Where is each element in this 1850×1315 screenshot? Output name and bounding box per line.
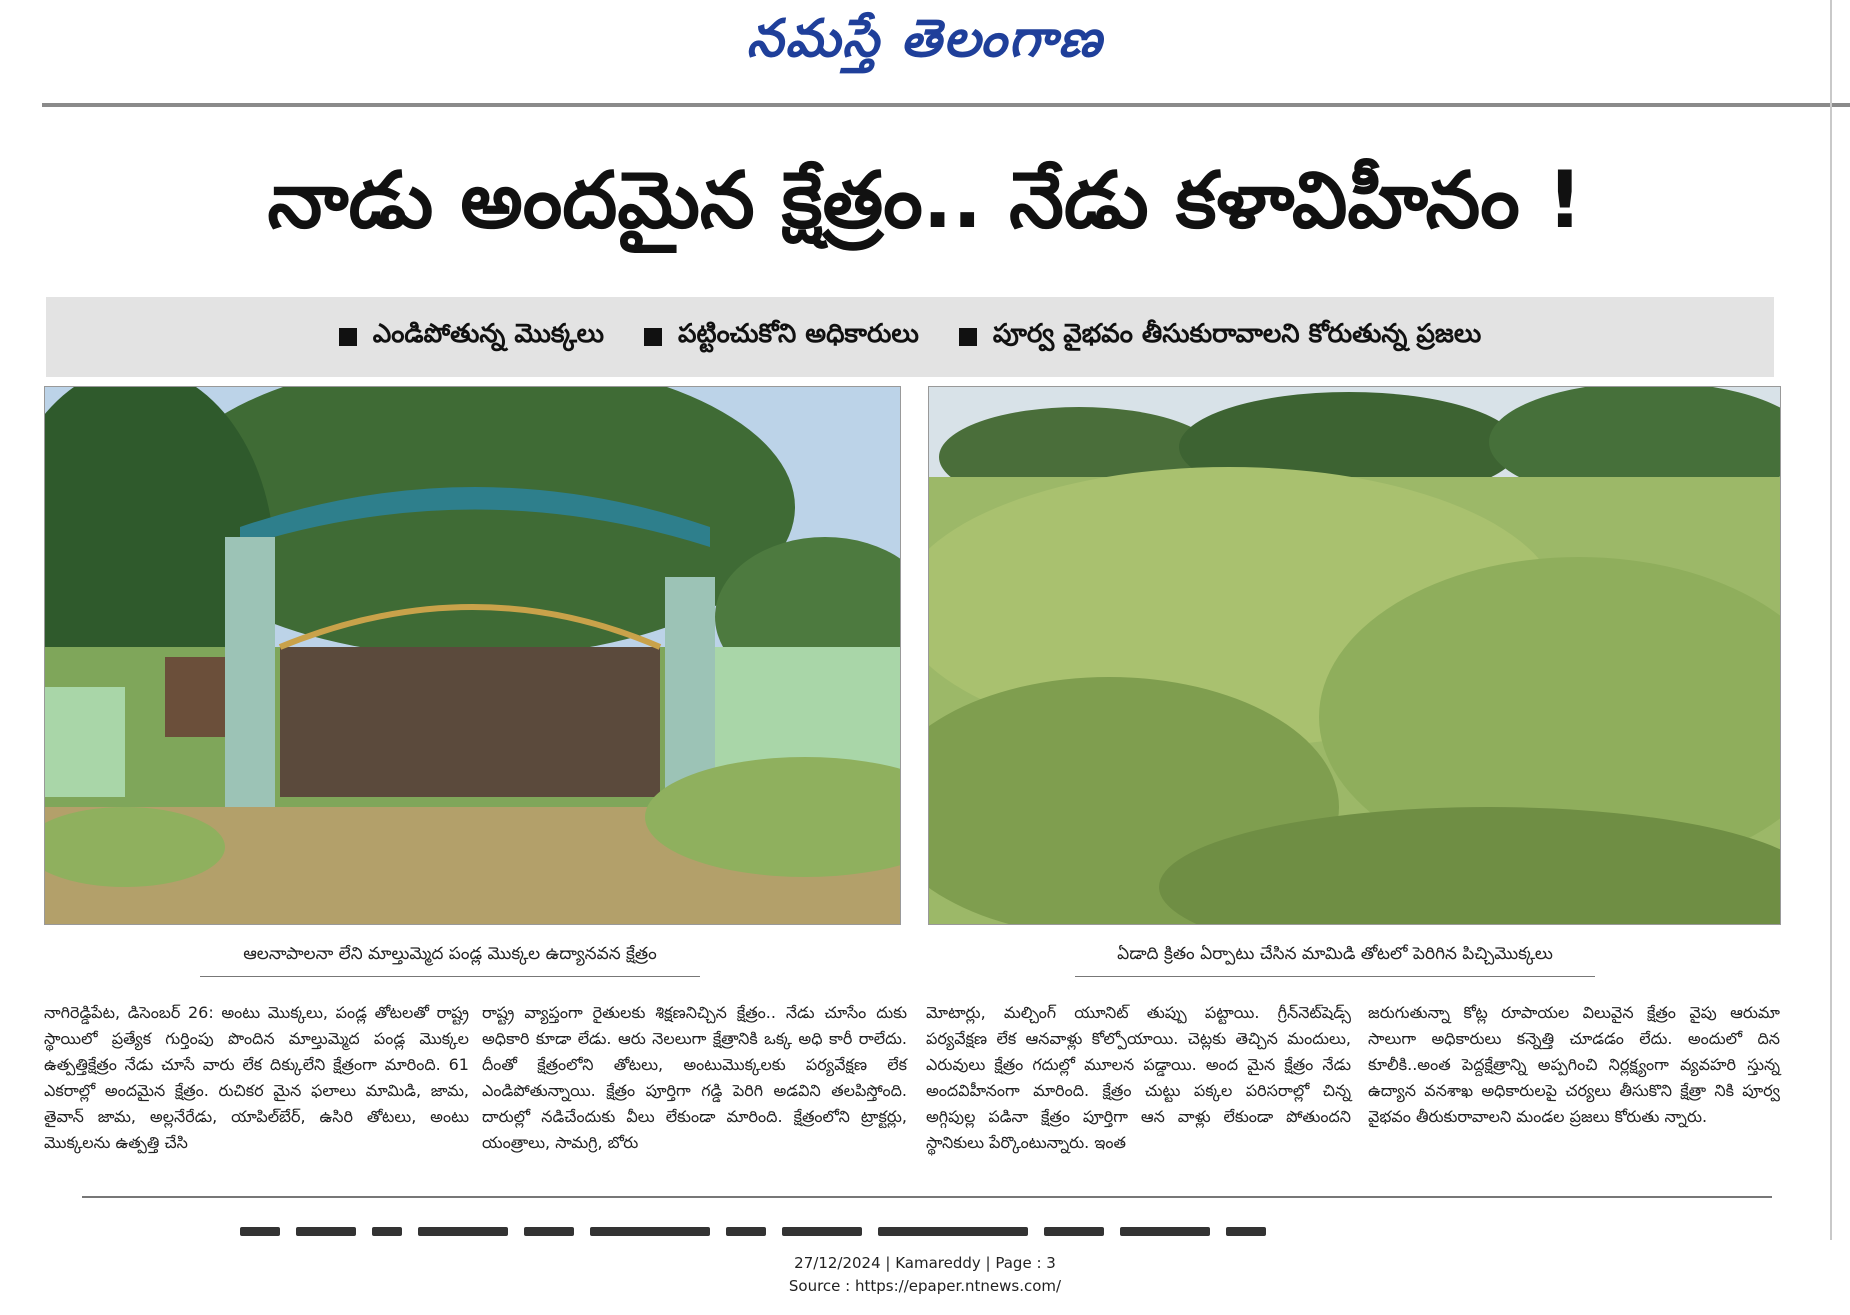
footer-source-link[interactable]: Source : https://epaper.ntnews.com/ (788, 1277, 1062, 1295)
newspaper-logo: నమస్తే తెలంగాణ (746, 8, 1104, 69)
subheading-text: పూర్వ వైభవం తీసుకురావాలని కోరుతున్న ప్రజలు (992, 319, 1482, 349)
article-headline: నాడు అందమైన క్షేత్రం.. నేడు కళావిహీనం ! (267, 155, 1583, 246)
subheading-point (959, 319, 1481, 355)
footer-date-edition: 27/12/2024 | Kamareddy | Page : 3 (794, 1254, 1056, 1272)
photo-caption: ఆలనాపాలనా లేని మాల్తుమ్మెద పండ్ల మొక్కల ఉద్యానవన క్షేత్రం (200, 936, 700, 977)
article-column-1: నాగిరెడ్డిపేట, డిసెంబర్ 26: అంటు మొక్కలు, పండ్ల తోటలతో రాష్ట్ర స్థాయిలో ప్రత్యేక గుర్తింపు పొందిన మాల్తుమ్మెద పండ్ల మొక్కల ఉత్పత్తిక్షేత్రం నేడు చూసే వారు లేక దిక్కులేని క్షేత్రంగా మారింది. 61 ఎకరాల్లో అందమైన క్షేత్రం. రుచికర మైన ఫలాలు మామిడి, జామ, తైవాన్ జామ, అల్లనేరేడు, యాపిల్‌బేర్, ఉసిరి తోటలు, అంటు మొక్కలను ఉత్పత్తి చేసి (44, 1003, 469, 1152)
subheading-point (644, 319, 919, 355)
masthead (0, 0, 1850, 90)
bullet-square-icon (959, 328, 977, 346)
photo-overgrown-field (928, 386, 1781, 925)
page-edge-line (1830, 0, 1832, 1240)
subheading-bar (46, 297, 1774, 377)
photo-garden-gate (44, 386, 901, 925)
photo-caption: ఏడాది క్రితం ఏర్పాటు చేసిన మామిడి తోటలో పెరిగిన పిచ్చిమొక్కలు (1075, 936, 1595, 977)
cut-off-next-headline (240, 1222, 1690, 1236)
subheading-point (339, 319, 604, 355)
page-footer (0, 1252, 1850, 1298)
subheading-text: ఎండిపోతున్న మొక్కలు (372, 319, 605, 349)
article-column-4: జరుగుతున్నా కోట్ల రూపాయల విలువైన క్షేత్రం వైపు ఆరుమా సాలుగా అధికారులు కన్నెత్తి చూడడం లేదు. అందులో దిన కూలీకి..అంత పెద్దక్షేత్రాన్ని అప్పగించి నిర్లక్ష్యంగా వ్యవహరి స్తున్న ఉద్యాన వనశాఖ అధికారులపై చర్యలు తీసుకొని క్షేత్రా నికి పూర్వ వైభవం తీరుకురావాలని మండల ప్రజలు కోరుతు న్నారు. (1368, 1003, 1780, 1126)
article-column-3: మోటార్లు, మల్చింగ్ యూనిట్ తుప్పు పట్టాయి. గ్రీన్‌నెట్‌షెడ్స్ పర్యవేక్షణ లేక ఆనవాళ్లు కోల్పోయాయి. చెట్లకు తెచ్చిన మందులు, ఎరువులు క్షేత్రం గదుల్లో మూలన పడ్డాయి. అంద మైన క్షేత్రం నేడు అందవిహీనంగా మారింది. క్షేత్రం చుట్టు పక్కల పరిసరాల్లో చిన్న అగ్గిపుల్ల పడినా క్షేత్రం పూర్తిగా ఆన వాళ్లు లేకుండా పోతుందని స్థానికులు పేర్కొంటున్నారు. ఇంత (926, 1003, 1351, 1152)
subheading-text: పట్టించుకోని అధికారులు (678, 319, 919, 349)
masthead-divider (42, 103, 1850, 107)
article-column-2: రాష్ట్ర వ్యాప్తంగా రైతులకు శిక్షణనిచ్చిన క్షేత్రం.. నేడు చూసేం దుకు అధికారి కూడా లేడు. ఆరు నెలలుగా క్షేత్రానికి ఒక్క అధి కారీ రాలేదు. దీంతో క్షేత్రంలోని తోటలు, అంటుమొక్కలకు పర్యవేక్షణ లేక ఎండిపోతున్నాయి. క్షేత్రం పూర్తిగా గడ్డి పెరిగి అడవిని తలపిస్తోంది. దారుల్లో నడిచేందుకు వీలు లేకుండా మారింది. క్షేత్రంలోని ట్రాక్టర్లు, యంత్రాలు, సామగ్రి, బోరు (482, 1003, 907, 1152)
bullet-square-icon (339, 328, 357, 346)
bullet-square-icon (644, 328, 662, 346)
article-end-divider (82, 1196, 1772, 1198)
